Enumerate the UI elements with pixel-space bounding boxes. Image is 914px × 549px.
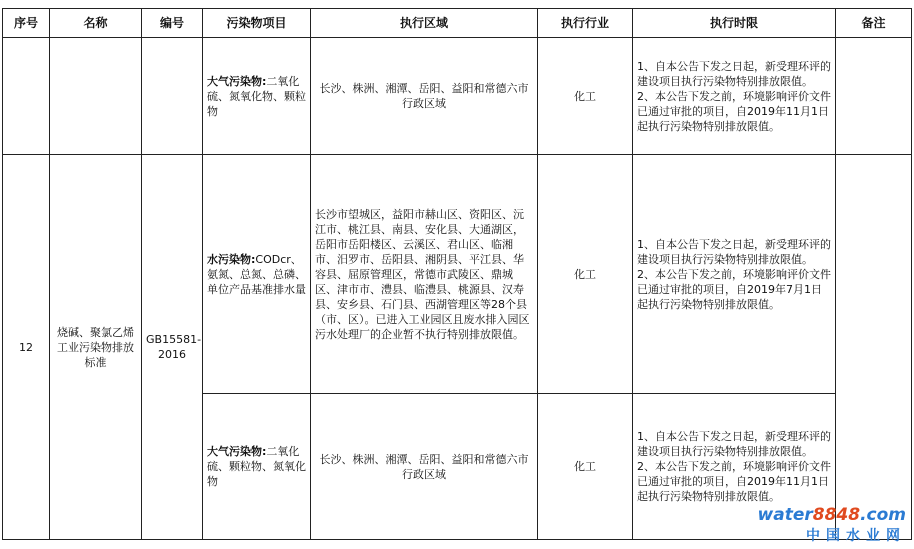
seq-cell: 12 — [3, 155, 50, 540]
seq-cell — [3, 38, 50, 155]
header-name: 名称 — [50, 9, 142, 38]
header-row — [3, 9, 912, 38]
header-region: 执行区域 — [311, 9, 538, 38]
header-seq: 序号 — [3, 9, 50, 38]
standards-table — [2, 8, 912, 540]
pollutant-label: 大气污染物: — [207, 74, 267, 88]
header-pollutant: 污染物项目 — [203, 9, 311, 38]
industry-cell: 化工 — [538, 394, 633, 540]
header-timing: 执行时限 — [633, 9, 836, 38]
pollutant-items: CODcr、氨氮、总氮、总磷、单位产品基准排水量 — [207, 252, 306, 296]
table-row — [3, 155, 912, 394]
pollutant-label: 大气污染物: — [207, 445, 267, 458]
pollutant-cell — [203, 394, 311, 540]
pollutant-label: 水污染物: — [207, 252, 256, 266]
timing-cell: 1、自本公告下发之日起，新受理环评的建设项目执行污染物特别排放限值。 2、本公告下发之前，环境影响评价文件已通过审批的项目，自2019年11月1日起执行污染物特别排放限值。 — [633, 38, 836, 155]
pollutant-items: 二氧化硫、颗粒物、氮氧化物 — [207, 445, 306, 488]
code-cell: GB15581-2016 — [142, 155, 203, 540]
timing-cell: 1、自本公告下发之日起，新受理环评的建设项目执行污染物特别排放限值。 2、本公告下发之前，环境影响评价文件已通过审批的项目，自2019年7月1日起执行污染物特别排放限值。 — [633, 155, 836, 394]
watermark — [758, 505, 906, 545]
header-code: 编号 — [142, 9, 203, 38]
region-cell: 长沙、株洲、湘潭、岳阳、益阳和常德六市行政区域 — [311, 394, 538, 540]
industry-cell: 化工 — [538, 155, 633, 394]
timing-cell: 1、自本公告下发之日起，新受理环评的建设项目执行污染物特别排放限值。 2、本公告下发之前，环境影响评价文件已通过审批的项目，自2019年11月1日起执行污染物特别排放限值。 — [633, 394, 836, 540]
header-industry: 执行行业 — [538, 9, 633, 38]
name-cell — [50, 38, 142, 155]
remark-cell — [836, 38, 912, 155]
pollutant-items: 二氧化硫、氮氧化物、颗粒物 — [207, 74, 306, 118]
table-row — [3, 38, 912, 155]
remark-cell — [836, 155, 912, 540]
region-cell: 长沙、株洲、湘潭、岳阳、益阳和常德六市行政区域 — [311, 38, 538, 155]
watermark-logo: water8848.com — [757, 505, 906, 525]
code-cell — [142, 38, 203, 155]
region-cell: 长沙市望城区，益阳市赫山区、资阳区、沅江市、桃江县、南县、安化县、大通湖区，岳阳市岳阳楼区、云溪区、君山区、临湘市、汨罗市、岳阳县、湘阴县、平江县、华容县、屈原管理区，常德市武陵区、鼎城区、津市市、澧县、临澧县、桃源县、汉寿县、安乡县、石门县、西湖管理区等28个县（市、区）。已进入工业园区且废水排入园区污水处理厂的企业暂不执行特别排放限值。 — [311, 155, 538, 394]
name-cell: 烧碱、聚氯乙烯工业污染物排放标准 — [50, 155, 142, 540]
pollutant-cell — [203, 155, 311, 394]
industry-cell: 化工 — [538, 38, 633, 155]
header-remark: 备注 — [836, 9, 912, 38]
pollutant-cell — [203, 38, 311, 155]
watermark-site-name: 中国水业网 — [806, 528, 906, 544]
